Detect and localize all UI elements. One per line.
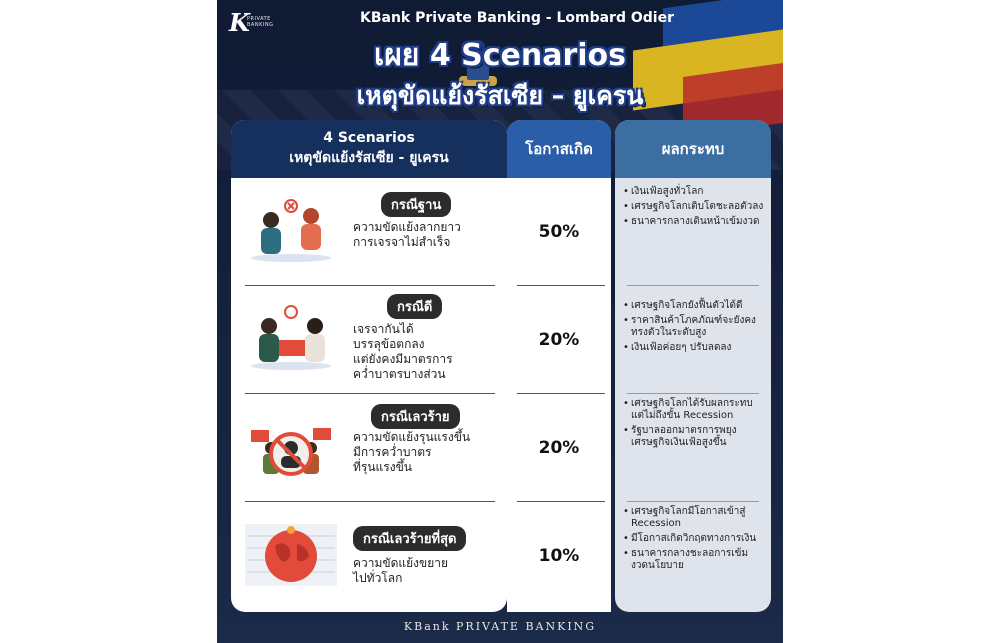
desc-line: ความขัดแย้งรุนแรงขึ้น [353,430,471,444]
scenario-header-line1: 4 Scenarios [323,130,415,146]
scenario-header-line2: เหตุขัดแย้งรัสเซีย - ยูเครน [289,150,449,166]
impact-list [623,186,765,231]
impact-item: • เงินเฟ้อค่อยๆ ปรับลดลง [623,342,765,354]
desc-line: ความขัดแย้งขยาย [353,556,449,570]
scenario-badge: กรณีฐาน [381,192,451,217]
desc-line: ที่รุนแรงขึ้น [353,460,413,474]
scenario-description [353,220,503,250]
table-row [231,502,771,610]
probability-column-header: โอกาสเกิด [507,120,611,178]
probability-value: 10% [538,546,580,566]
poster [217,0,783,643]
table-row [231,286,771,394]
probability-value: 20% [538,438,580,458]
impact-list [623,398,765,452]
impact-item: • ธนาคารกลางชะลอการเข้มงวดนโยบาย [623,548,765,572]
page-title: เผย 4 Scenarios [373,38,627,73]
protest-illustration-icon [241,408,341,488]
impact-item: • เศรษฐกิจโลกยังฟื้นตัวได้ดี [623,300,765,312]
impact-list [623,300,765,357]
scenario-column-header [231,120,507,178]
scenario-description [353,556,503,586]
negotiation-illustration-icon [241,192,341,272]
desc-line: ไปทั่วโลก [353,571,403,585]
scenario-description [353,322,503,382]
burning-globe-illustration-icon [241,516,341,596]
logo-text: PRIVATE BANKING [247,16,274,28]
probability-value: 50% [538,222,580,242]
page-subtitle: เหตุขัดแย้งรัสเซีย – ยูเครน [356,81,644,110]
desc-line: แต่ยังคงมีมาตรการ [353,352,453,366]
puzzle-agreement-illustration-icon [241,300,341,380]
desc-line: ความขัดแย้งลากยาว [353,220,461,234]
kbank-logo: K PRIVATE BANKING [229,8,277,36]
impact-item: • เงินเฟ้อสูงทั่วโลก [623,186,765,198]
impact-item: • มีโอกาสเกิดวิกฤตทางการเงิน [623,533,765,545]
desc-line: เจรจากันได้ [353,322,414,336]
table-row [231,178,771,286]
scenario-table [231,120,771,612]
footer-brand: KBank PRIVATE BANKING [403,620,597,633]
scenario-badge: กรณีดี [387,294,442,319]
impact-item: • ธนาคารกลางเดินหน้าเข้มงวด [623,216,765,228]
desc-line: บรรลุข้อตกลง [353,337,425,351]
impact-item: • เศรษฐกิจโลกมีโอกาสเข้าสู่ Recession [623,506,765,530]
probability-value: 20% [538,330,580,350]
desc-line: คว่ำบาตรบางส่วน [353,367,446,381]
impact-item: • เศรษฐกิจโลกได้รับผลกระทบแต่ไม่ถึงขั้น Recession [623,398,765,422]
impact-item: • รัฐบาลออกมาตรการพยุงเศรษฐกิจเงินเฟ้อสูงขึ้น [623,425,765,449]
impact-item: • เศรษฐกิจโลกเติบโตชะลอตัวลง [623,201,765,213]
desc-line: การเจรจาไม่สำเร็จ [353,235,451,249]
scenario-badge: กรณีเลวร้ายที่สุด [353,526,466,551]
scenario-badge: กรณีเลวร้าย [371,404,460,429]
impact-item: • ราคาสินค้าโภคภัณฑ์จะยังคงทรงตัวในระดับสูง [623,315,765,339]
table-row [231,394,771,502]
brand-line: KBank Private Banking - Lombard Odier [360,10,674,26]
impact-list [623,506,765,575]
scenario-description [353,430,503,475]
impact-column-header: ผลกระทบ [615,120,771,178]
desc-line: มีการคว่ำบาตร [353,445,432,459]
